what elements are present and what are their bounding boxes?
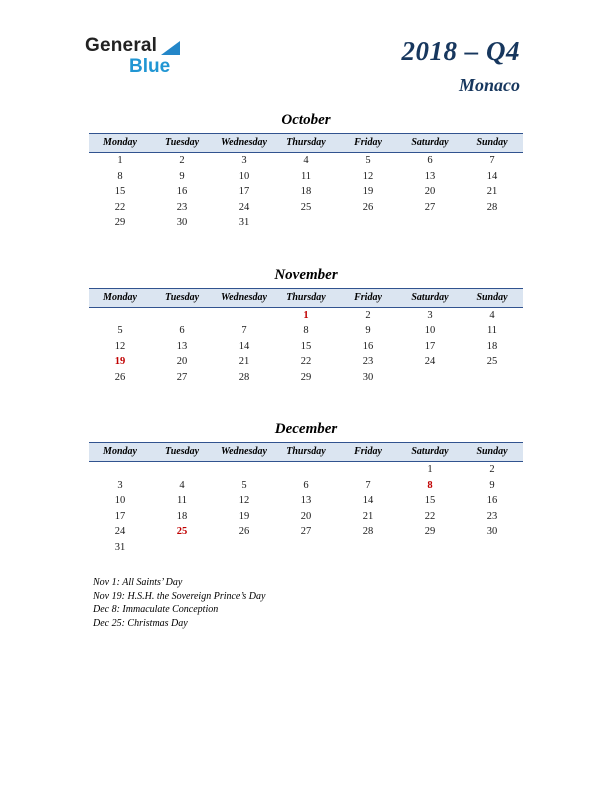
date-cell: 14 [362,495,374,506]
week-row [89,540,523,556]
date-cell: 4 [303,155,309,166]
date-cell: 31 [238,217,250,228]
date-cell: 8 [303,325,309,336]
date-cell: 1 [427,464,433,475]
week-row [89,462,523,478]
date-cell: 11 [300,170,312,182]
weekday-header: Thursday [286,446,326,457]
general-blue-logo [85,36,180,76]
date-cell: 15 [424,495,436,506]
date-cell: 5 [117,325,123,336]
date-cell: 7 [489,155,495,166]
date-cell: 9 [365,325,371,336]
weekday-header: Saturday [411,137,449,148]
date-cell: 27 [424,201,436,213]
date-cell: 3 [117,479,123,491]
logo-text-general: General [85,35,158,56]
date-cell: 20 [176,356,188,367]
date-cell: 29 [114,217,126,228]
weekday-header: Saturday [411,446,449,457]
empty-cell [461,215,523,231]
date-cell: 15 [300,340,312,352]
month-title: December [274,421,338,437]
empty-cell [89,462,151,478]
date-cell: 20 [424,186,436,197]
week-row [89,478,523,494]
empty-cell [151,462,213,478]
weekday-header: Wednesday [221,446,267,457]
date-cell: 15 [114,186,126,197]
date-cell: 6 [303,479,309,491]
date-cell: 13 [424,170,436,182]
date-cell: 10 [238,170,250,182]
date-cell: 27 [300,526,312,537]
week-row [89,184,523,200]
date-cell: 26 [238,526,250,537]
date-cell: 5 [365,155,371,166]
week-row [89,509,523,525]
date-cell: 7 [365,479,371,491]
empty-cell [275,215,337,231]
weekday-header: Thursday [286,291,326,303]
date-cell: 10 [114,495,126,506]
holiday-date-cell: 1 [303,309,309,321]
empty-cell [213,308,275,324]
empty-cell [213,540,275,556]
date-cell: 3 [427,309,433,321]
weekday-header: Tuesday [164,137,200,148]
date-cell: 23 [176,201,188,213]
date-cell: 28 [362,526,374,537]
date-cell: 11 [176,495,188,506]
date-cell: 23 [362,356,374,367]
date-cell: 5 [241,479,247,491]
date-cell: 11 [486,325,498,336]
date-cell: 2 [365,309,371,321]
date-cell: 16 [486,495,498,506]
empty-cell [275,462,337,478]
date-cell: 7 [241,325,247,336]
empty-cell [337,540,399,556]
title-block [402,36,521,96]
empty-cell [337,462,399,478]
empty-cell [461,370,523,386]
weekday-header: Friday [354,137,382,148]
holiday-note: Nov 19: H.S.H. the Sovereign Prince’s Day [93,590,266,602]
date-cell: 12 [362,170,374,182]
weekday-header: Monday [103,291,137,303]
date-cell: 24 [114,526,126,537]
date-cell: 30 [362,371,374,383]
empty-cell [275,540,337,556]
week-row [89,493,523,509]
weekday-header-row [89,133,523,153]
date-cell: 6 [427,155,433,166]
date-cell: 17 [114,510,126,522]
date-cell: 25 [300,201,312,213]
date-cell: 26 [362,201,374,213]
date-cell: 18 [486,340,498,352]
date-cell: 6 [179,325,185,336]
weekday-header: Tuesday [164,446,200,457]
month-title: November [274,266,338,283]
date-cell: 8 [117,170,123,182]
date-cell: 26 [114,371,126,383]
date-cell: 24 [424,356,436,367]
weekday-header-row [89,442,523,462]
date-cell: 12 [114,340,126,352]
empty-cell [461,540,523,556]
weekday-header: Wednesday [221,291,267,303]
date-cell: 12 [238,495,250,506]
date-cell: 18 [300,186,312,197]
holiday-note: Dec 8: Immaculate Conception [93,604,219,615]
date-cell: 16 [176,186,188,197]
holiday-note: Nov 1: All Saints’ Day [93,577,183,588]
month-october [89,112,523,231]
date-cell: 2 [179,155,185,166]
empty-cell [337,215,399,231]
date-cell: 13 [300,495,312,506]
date-cell: 16 [362,340,374,352]
date-cell: 17 [238,186,250,197]
date-cell: 30 [486,526,498,537]
date-cell: 2 [489,464,495,475]
holiday-note: Dec 25: Christmas Day [93,617,188,629]
month-title: October [281,112,331,128]
date-cell: 22 [300,356,312,367]
date-cell: 21 [238,356,250,367]
empty-cell [213,462,275,478]
date-cell: 4 [179,479,185,491]
empty-cell [89,308,151,324]
date-cell: 24 [238,201,250,213]
logo-text-blue: Blue [129,56,171,77]
weekday-header: Tuesday [164,291,200,303]
date-cell: 23 [486,510,498,522]
date-cell: 9 [179,170,185,182]
weekday-header: Sunday [476,137,508,148]
date-cell: 19 [238,510,250,522]
week-row [89,339,523,355]
date-cell: 1 [117,155,123,166]
weekday-header: Thursday [286,137,326,148]
weekday-header: Wednesday [221,137,267,148]
page-subtitle: Monaco [458,75,520,95]
date-cell: 18 [176,510,188,522]
date-cell: 28 [238,371,250,383]
week-row [89,354,523,370]
date-cell: 29 [300,371,312,383]
week-row [89,215,523,231]
date-cell: 13 [176,340,188,352]
date-cell: 29 [424,526,436,537]
weekday-header: Friday [354,291,382,303]
calendar-months [89,112,523,591]
empty-cell [151,540,213,556]
date-cell: 10 [424,325,436,336]
date-cell: 28 [486,201,498,213]
date-cell: 14 [238,340,250,352]
week-row [89,370,523,386]
empty-cell [399,215,461,231]
weekday-header: Saturday [411,291,449,303]
date-cell: 21 [486,186,498,197]
weekday-header: Sunday [476,291,508,303]
page-title: 2018 – Q4 [401,36,520,66]
holiday-date-cell: 19 [114,356,126,367]
weekday-header: Monday [103,446,137,457]
month-december [89,421,523,555]
date-cell: 22 [114,201,126,213]
date-cell: 3 [241,155,247,166]
week-row [89,153,523,169]
date-cell: 30 [176,217,188,228]
date-cell: 25 [486,356,498,367]
date-cell: 19 [362,186,374,197]
date-cell: 20 [300,510,312,522]
weekday-header: Sunday [476,446,508,457]
date-cell: 9 [489,479,495,491]
date-cell: 21 [362,510,374,522]
date-cell: 31 [114,541,126,553]
weekday-header-row [89,288,523,308]
week-row [89,524,523,540]
weekday-header: Friday [354,446,382,457]
date-cell: 22 [424,510,436,522]
weekday-header: Monday [103,137,137,148]
week-row [89,323,523,339]
empty-cell [151,308,213,324]
date-cell: 17 [424,340,436,352]
date-cell: 4 [489,309,495,321]
month-november [89,267,523,386]
empty-cell [399,370,461,386]
date-cell: 14 [486,170,498,182]
week-row [89,169,523,185]
date-cell: 27 [176,371,188,383]
blue-triangle-icon [161,41,180,55]
holiday-date-cell: 25 [176,526,188,537]
holiday-notes [93,576,265,630]
empty-cell [399,540,461,556]
holiday-date-cell: 8 [427,479,433,491]
week-row [89,308,523,324]
week-row [89,200,523,216]
